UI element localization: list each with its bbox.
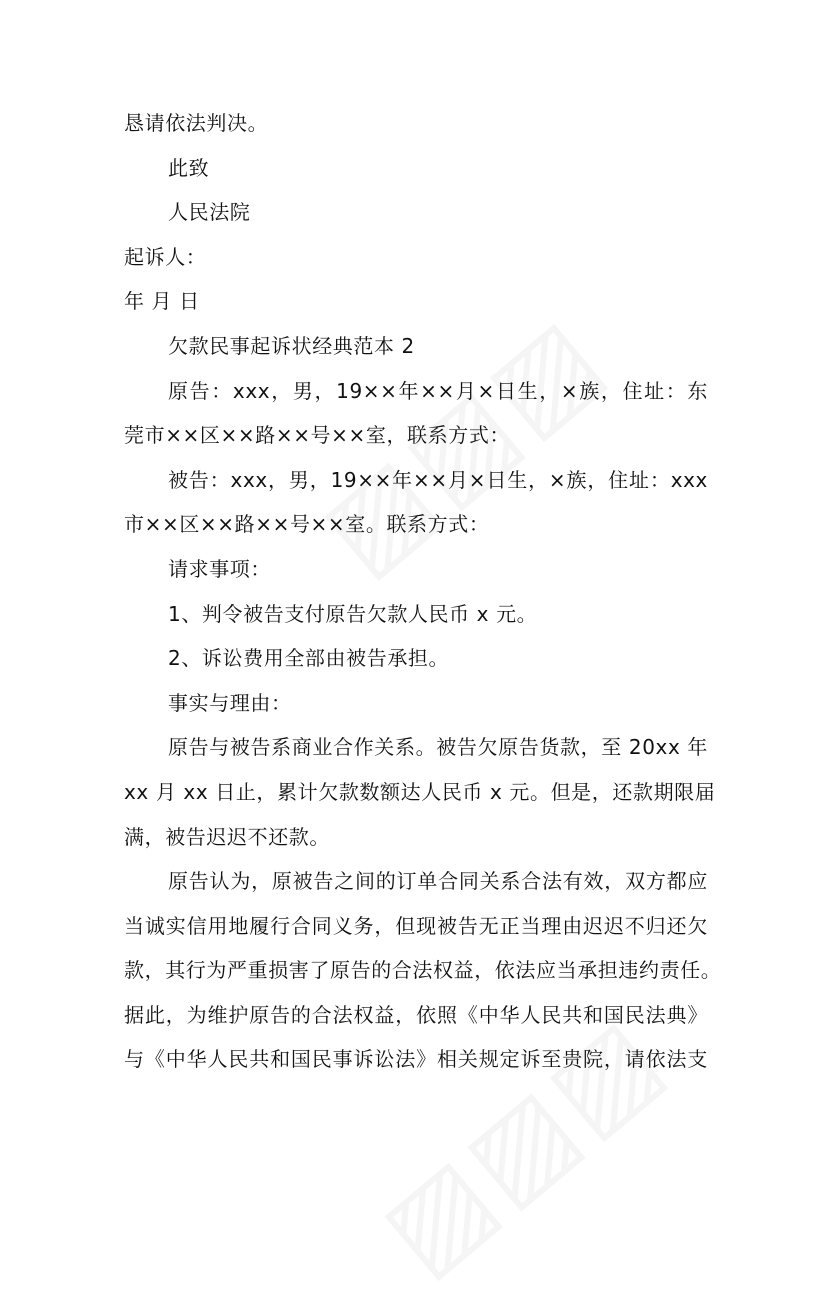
reasoning-paragraph-line-2: 当诚实信用地履行合同义务，但现被告无正当理由迟迟不归还欠 xyxy=(124,913,708,938)
defendant-info-line-1: 被告：xxx，男，19××年××月×日生，×族，住址：xxx xyxy=(168,467,708,492)
defendant-info-line-2: 市××区××路××号××室。联系方式： xyxy=(124,512,490,537)
document-body xyxy=(124,101,722,1082)
court-addressee: 人民法院 xyxy=(168,200,251,225)
plaintiff-info-line-2: 莞市××区××路××号××室，联系方式： xyxy=(124,423,511,448)
reasoning-paragraph-line-4: 据此，为维护原告的合法权益，依照《中华人民共和国民法典》 xyxy=(124,1002,708,1027)
salutation: 此致 xyxy=(168,155,210,180)
section-title: 欠款民事起诉状经典范本 2 xyxy=(168,333,415,358)
facts-paragraph-line-1: 原告与被告系商业合作关系。被告欠原告货款，至 20xx 年 xyxy=(168,735,708,760)
claim-item-1: 1、判令被告支付原告欠款人民币 x 元。 xyxy=(168,601,538,626)
plaintiff-signature-label: 起诉人： xyxy=(124,244,207,269)
plaintiff-info-line-1: 原告：xxx，男，19××年××月×日生，×族，住址：东 xyxy=(168,378,708,403)
claim-item-2: 2、诉讼费用全部由被告承担。 xyxy=(168,646,450,671)
facts-paragraph-line-2: xx 月 xx 日止，累计欠款数额达人民币 x 元。但是，还款期限届 xyxy=(124,779,716,804)
claims-heading: 请求事项： xyxy=(168,556,271,581)
date-line: 年 月 日 xyxy=(124,289,200,314)
facts-paragraph-line-3: 满，被告迟迟不还款。 xyxy=(124,824,330,849)
facts-heading: 事实与理由： xyxy=(168,690,292,715)
reasoning-paragraph-line-5: 与《中华人民共和国民事诉讼法》相关规定诉至贵院，请依法支 xyxy=(124,1047,708,1072)
reasoning-paragraph-line-3: 款，其行为严重损害了原告的合法权益，依法应当承担违约责任。 xyxy=(124,958,722,983)
reasoning-paragraph-line-1: 原告认为，原被告之间的订单合同关系合法有效，双方都应 xyxy=(168,869,708,894)
closing-request: 恳请依法判决。 xyxy=(124,111,269,135)
